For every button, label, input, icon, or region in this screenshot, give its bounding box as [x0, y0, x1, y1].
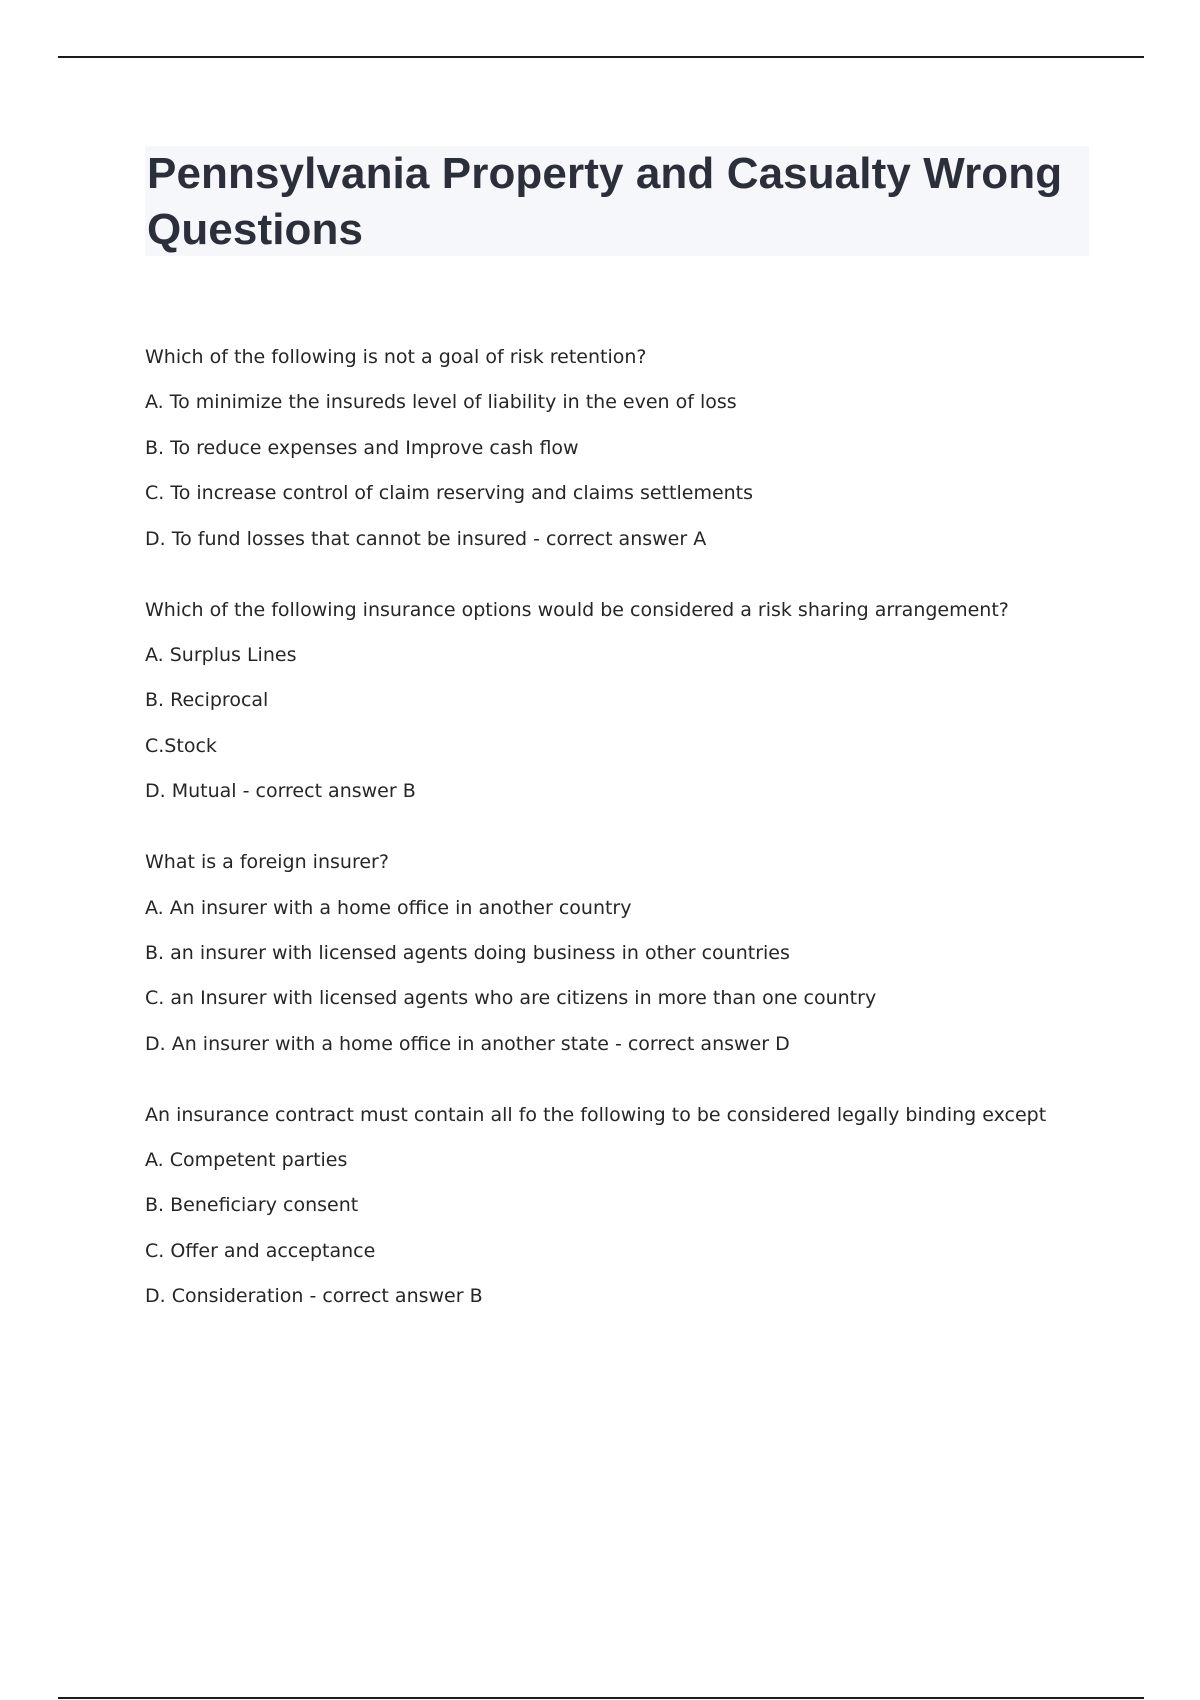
answer-option: C. Offer and acceptance — [145, 1239, 376, 1262]
question-block-1 — [145, 344, 1105, 552]
answer-option: B. Reciprocal — [145, 689, 269, 712]
question-text: Which of the following insurance options would be considered a risk sharing arrangement? — [145, 598, 1009, 621]
question-block-2 — [145, 597, 1105, 805]
question-block-4 — [145, 1102, 1105, 1310]
title-banner — [145, 146, 1089, 256]
question-text: Which of the following is not a goal of risk retention? — [145, 346, 647, 368]
answer-option: C. an Insurer with licensed agents who are citizens in more than one country — [145, 987, 877, 1010]
page-title: Pennsylvania Property and Casualty Wrong Questions — [147, 149, 1063, 254]
question-block-3 — [145, 849, 1105, 1057]
answer-option: B. To reduce expenses and Improve cash flow — [145, 436, 579, 459]
answer-option: A. To minimize the insureds level of liability in the even of loss — [145, 391, 737, 414]
answer-option: D. An insurer with a home office in another state - correct answer D — [145, 1032, 790, 1055]
answer-option: A. An insurer with a home office in another country — [145, 896, 632, 919]
answer-option: A. Surplus Lines — [145, 643, 297, 666]
answer-option: D. To fund losses that cannot be insured - correct answer A — [145, 527, 707, 550]
answer-option: D. Mutual - correct answer B — [145, 780, 416, 803]
answer-option: A. Competent parties — [145, 1149, 348, 1172]
questions-list — [145, 344, 1105, 1354]
question-text: An insurance contract must contain all fo the following to be considered legally binding except — [145, 1103, 1047, 1126]
answer-option: B. an insurer with licensed agents doing business in other countries — [145, 941, 790, 964]
answer-option: C. To increase control of claim reserving and claims settlements — [145, 482, 754, 505]
answer-option: D. Consideration - correct answer B — [145, 1285, 483, 1308]
question-text: What is a foreign insurer? — [145, 851, 389, 874]
answer-option: C.Stock — [145, 734, 217, 757]
bottom-divider — [58, 1697, 1144, 1699]
answer-option: B. Beneficiary consent — [145, 1194, 359, 1217]
top-divider — [58, 56, 1144, 58]
